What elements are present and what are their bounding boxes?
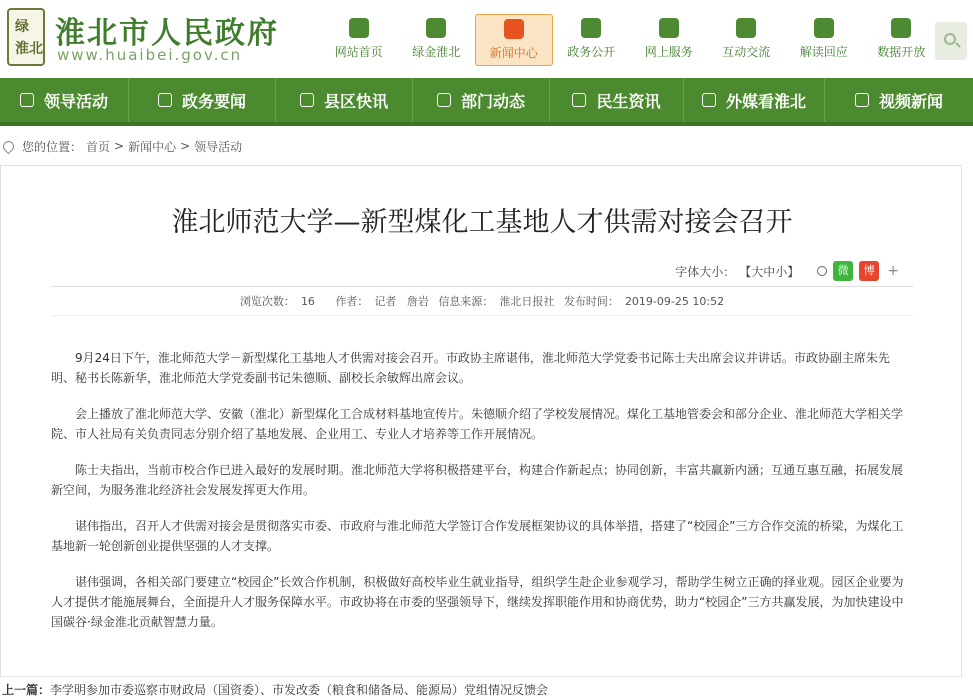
date-label: 发布时间：: [563, 295, 619, 308]
video-icon: [855, 93, 869, 107]
font-size-switcher[interactable]: 【大中小】: [739, 264, 800, 279]
article-paragraph: 9月24日下午，淮北师范大学－新型煤化工基地人才供需对接会召开。市政协主席谌伟，淮北师范大学党委书记陈士夫出席会议并讲话。市政协副主席朱先明、秘书长陈新华，淮北师范大学党委副书记朱德顺、副校长余敏辉出席会议。: [51, 351, 890, 385]
article-panel: [0, 165, 962, 677]
home-icon: [349, 18, 369, 38]
nav-label: 县区快讯: [323, 91, 388, 111]
topnav-label: 互动交流: [722, 45, 771, 59]
article-meta: [1, 293, 963, 309]
document-icon: [581, 18, 601, 38]
topnav-label: 绿金淮北: [412, 45, 461, 59]
nav-label: 民生资讯: [596, 91, 661, 111]
mail-icon: [20, 93, 34, 107]
more-share-icon[interactable]: +: [887, 263, 899, 279]
views-label: 浏览次数：: [239, 295, 295, 308]
breadcrumb: [0, 136, 246, 156]
article-paragraph: 陈士夫指出，当前市校合作已进入最好的发展时期。淮北师范大学将积极搭建平台，构建合作新起点；协同创新，丰富共赢新内涵；互通互惠互融，拓展发展新空间，为服务淮北经济社会发展发挥更大作用。: [51, 463, 904, 497]
publish-date: 2019-09-25 10:52: [624, 295, 725, 308]
nav-department-news[interactable]: [413, 78, 549, 122]
article-tools: [675, 261, 899, 281]
nav-label: 政务要闻: [181, 91, 246, 111]
topnav-interpretation[interactable]: [785, 14, 863, 66]
topnav-open-data[interactable]: [863, 14, 941, 66]
topnav-green-gold[interactable]: [398, 14, 476, 66]
top-nav: [320, 14, 940, 66]
breadcrumb-news-center[interactable]: 新闻中心: [128, 139, 177, 154]
nav-foreign-media[interactable]: [684, 78, 824, 122]
topnav-label: 解读回应: [799, 45, 848, 59]
nav-label: 部门动态: [460, 91, 525, 111]
topnav-label: 网上服务: [644, 45, 693, 59]
weibo-share-icon[interactable]: 博: [859, 261, 879, 281]
divider: [51, 315, 913, 316]
location-pin-icon: [1, 138, 17, 154]
chart-icon: [891, 18, 911, 38]
author-label: 作者：: [335, 295, 369, 308]
source-label: 信息来源：: [438, 295, 494, 308]
monitor-icon: [659, 18, 679, 38]
breadcrumb-separator: >: [180, 139, 191, 153]
previous-article-link[interactable]: 李学明参加市委巡察市财政局（国资委）、市发改委（粮食和储备局、能源局）党组情况反馈会: [50, 683, 549, 697]
author: 记者 詹岩: [374, 295, 429, 308]
topnav-label: 政务公开: [567, 45, 616, 59]
leaf-icon: [426, 18, 446, 38]
main-nav: [0, 78, 973, 126]
breadcrumb-prefix: 您的位置：: [22, 139, 83, 154]
search-button[interactable]: [935, 22, 967, 60]
topnav-gov-affairs[interactable]: [553, 14, 631, 66]
nav-label: 外媒看淮北: [725, 91, 806, 111]
source: 淮北日报社: [499, 295, 555, 308]
card-icon: [572, 93, 586, 107]
nav-video-news[interactable]: [825, 78, 973, 122]
site-header: [0, 0, 973, 78]
city-emblem-logo[interactable]: [7, 8, 45, 66]
phone-icon: [158, 93, 172, 107]
breadcrumb-separator: >: [114, 139, 125, 153]
article-body: [51, 348, 913, 648]
topnav-interaction[interactable]: [708, 14, 786, 66]
news-icon: [504, 19, 524, 39]
list-icon: [300, 93, 314, 107]
emblem-text-1: 绿: [15, 19, 29, 35]
topnav-label: 数据开放: [877, 45, 926, 59]
topnav-label: 网站首页: [334, 45, 383, 59]
article-paragraph: 谌伟强调，各相关部门要建立“校园企”长效合作机制，积极做好高校毕业生就业指导，组织学生赴企业参观学习，帮助学生树立正确的择业观。园区企业要为人才提供才能施展舞台，全面提升人才服务保障水平。市政协将在市委的坚强领导下，继续发挥职能作用和协商优势，助力“校园企”三方共赢发展，为加快建设中国碳谷·绿金淮北贡献智慧力量。: [51, 575, 904, 629]
previous-article: [2, 681, 548, 698]
wechat-share-icon[interactable]: 微: [833, 261, 853, 281]
chat-icon: [736, 18, 756, 38]
emblem-text-2: 淮北: [15, 41, 43, 57]
topnav-online-service[interactable]: [630, 14, 708, 66]
topnav-home[interactable]: [320, 14, 398, 66]
article-paragraph: 会上播放了淮北师范大学、安徽（淮北）新型煤化工合成材料基地宣传片。朱德顺介绍了学校发展情况。煤化工基地管委会和部分企业、淮北师范大学相关学院、市人社局有关负责同志分别介绍了基地发展、企业用工、专业人才培养等工作开展情况。: [51, 407, 904, 441]
nav-county-news[interactable]: [276, 78, 412, 122]
nav-gov-news[interactable]: [129, 78, 275, 122]
mobile-icon: [702, 93, 716, 107]
article-paragraph: 谌伟指出，召开人才供需对接会是贯彻落实市委、市政府与淮北师范大学签订合作发展框架协议的具体举措，搭建了“校园企”三方合作交流的桥梁，为煤化工基地新一轮创新创业提供坚强的人才支撑。: [51, 519, 904, 553]
topnav-label: 新闻中心: [489, 46, 538, 60]
topnav-news-center[interactable]: [475, 14, 553, 66]
breadcrumb-leader-activities[interactable]: 领导活动: [194, 139, 243, 154]
nav-leader-activities[interactable]: [0, 78, 128, 122]
reading-icon: [814, 18, 834, 38]
nav-label: 领导活动: [43, 91, 108, 111]
divider: [51, 286, 913, 287]
views-count: 16: [300, 295, 315, 308]
previous-label: 上一篇：: [2, 683, 51, 697]
font-size-label: 字体大小：: [675, 264, 736, 279]
site-title[interactable]: 淮北市人民政府: [55, 16, 279, 51]
nav-label: 视频新闻: [878, 91, 943, 111]
nav-livelihood-news[interactable]: [550, 78, 683, 122]
site-url: www.huaibei.gov.cn: [57, 46, 243, 64]
article-title: 淮北师范大学—新型煤化工基地人才供需对接会召开: [171, 207, 793, 238]
share-icon[interactable]: [817, 266, 827, 276]
breadcrumb-home[interactable]: 首页: [86, 139, 111, 154]
edit-icon: [437, 93, 451, 107]
